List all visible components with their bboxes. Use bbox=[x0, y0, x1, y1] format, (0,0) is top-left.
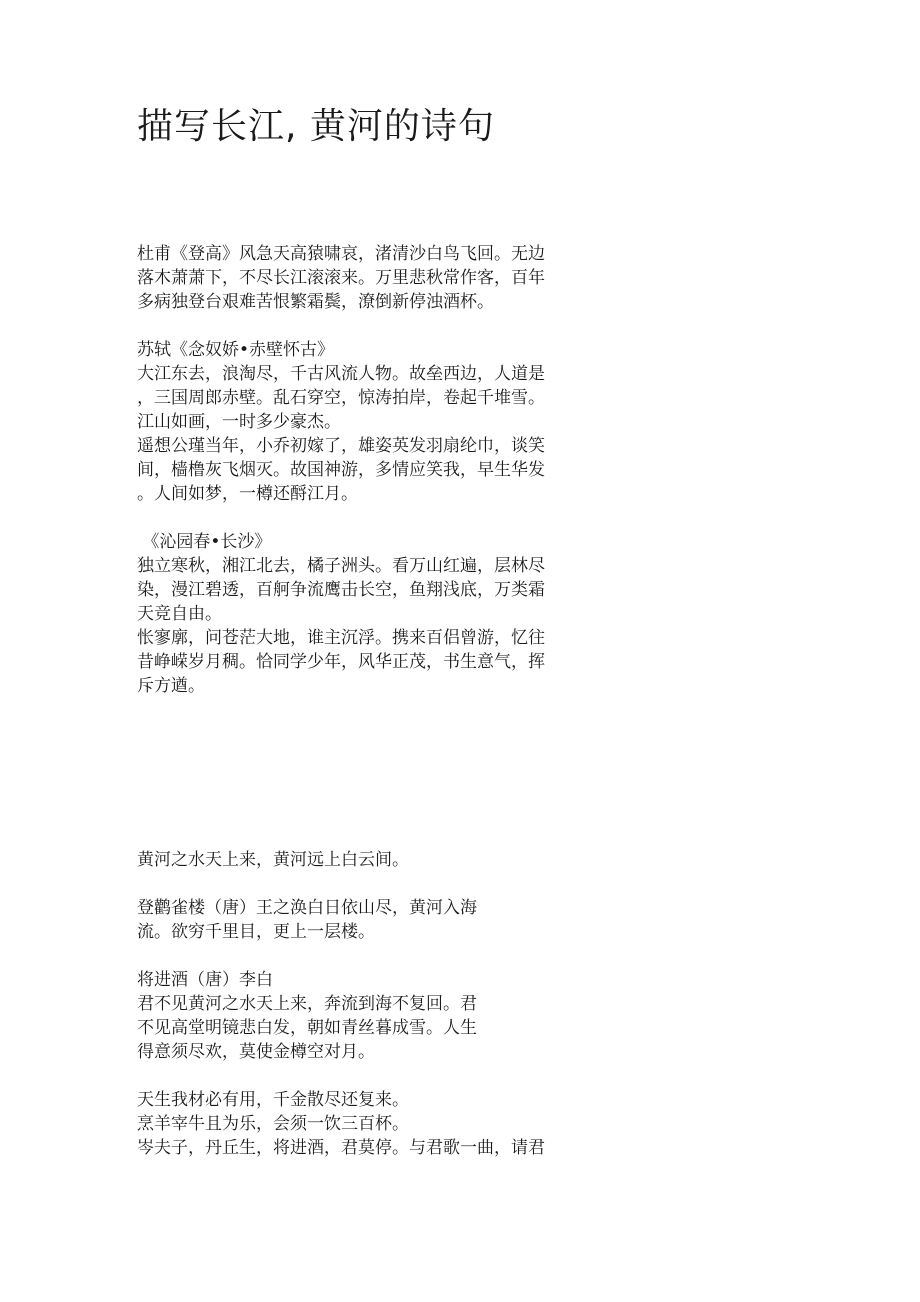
text-line: 斥方遒。 bbox=[137, 676, 205, 696]
text-line: 遥想公瑾当年，小乔初嫁了，雄姿英发羽扇纶巾，谈笑 bbox=[137, 436, 545, 456]
text-line: 间，樯橹灰飞烟灭。故国神游，多情应笑我，早生华发 bbox=[137, 460, 545, 480]
poem-heading: 登鹳雀楼（唐）王之涣白日依山尽，黄河入海 bbox=[137, 898, 477, 918]
paragraph-gap bbox=[137, 314, 545, 338]
paragraph-gap bbox=[137, 506, 545, 530]
text-line: 烹羊宰牛且为乐，会须一饮三百杯。 bbox=[137, 1114, 409, 1134]
text-line: 。人间如梦，一樽还酹江月。 bbox=[137, 484, 358, 504]
text-line: ，三国周郎赤壁。乱石穿空，惊涛拍岸，卷起千堆雪。 bbox=[137, 388, 545, 408]
paragraph-gap bbox=[137, 1064, 545, 1088]
paragraph-gap bbox=[137, 872, 545, 896]
poem-heading: 《沁园春•长沙》 bbox=[137, 532, 272, 552]
text-line: 独立寒秋，湘江北去，橘子洲头。看万山红遍，层林尽 bbox=[137, 556, 545, 576]
text-line: 不见高堂明镜悲白发，朝如青丝暮成雪。人生 bbox=[137, 1018, 477, 1038]
text-line: 杜甫《登高》风急天高猿啸哀，渚清沙白鸟飞回。无边 bbox=[137, 244, 545, 264]
text-line: 君不见黄河之水天上来，奔流到海不复回。君 bbox=[137, 994, 477, 1014]
text-line: 得意须尽欢，莫使金樽空对月。 bbox=[137, 1042, 375, 1062]
text-line: 流。欲穷千里目，更上一层楼。 bbox=[137, 922, 375, 942]
text-line: 落木萧萧下，不尽长江滚滚来。万里悲秋常作客，百年 bbox=[137, 268, 545, 288]
text-line: 天生我材必有用，千金散尽还复来。 bbox=[137, 1090, 409, 1110]
text-line: 怅寥廓，问苍茫大地，谁主沉浮。携来百侣曾游，忆往 bbox=[137, 628, 545, 648]
poem-heading: 将进酒（唐）李白 bbox=[137, 970, 273, 990]
paragraph-gap bbox=[137, 944, 545, 968]
document-title: 描写长江, 黄河的诗句 bbox=[137, 106, 495, 147]
text-line: 天竞自由。 bbox=[137, 604, 222, 624]
text-line: 染，漫江碧透，百舸争流鹰击长空，鱼翔浅底，万类霜 bbox=[137, 580, 545, 600]
text-line: 多病独登台艰难苦恨繁霜鬓，潦倒新停浊酒杯。 bbox=[137, 292, 494, 312]
text-line: 岑夫子，丹丘生，将进酒，君莫停。与君歌一曲，请君 bbox=[137, 1138, 545, 1158]
yellow-river-poems-section bbox=[137, 848, 545, 1160]
text-line: 大江东去，浪淘尽，千古风流人物。故垒西边，人道是 bbox=[137, 364, 545, 384]
poem-heading: 苏轼《念奴娇•赤壁怀古》 bbox=[137, 340, 335, 360]
text-line: 昔峥嵘岁月稠。恰同学少年，风华正茂，书生意气，挥 bbox=[137, 652, 545, 672]
yangtze-poems-section bbox=[137, 242, 545, 698]
text-line: 黄河之水天上来，黄河远上白云间。 bbox=[137, 850, 409, 870]
text-line: 江山如画，一时多少豪杰。 bbox=[137, 412, 341, 432]
